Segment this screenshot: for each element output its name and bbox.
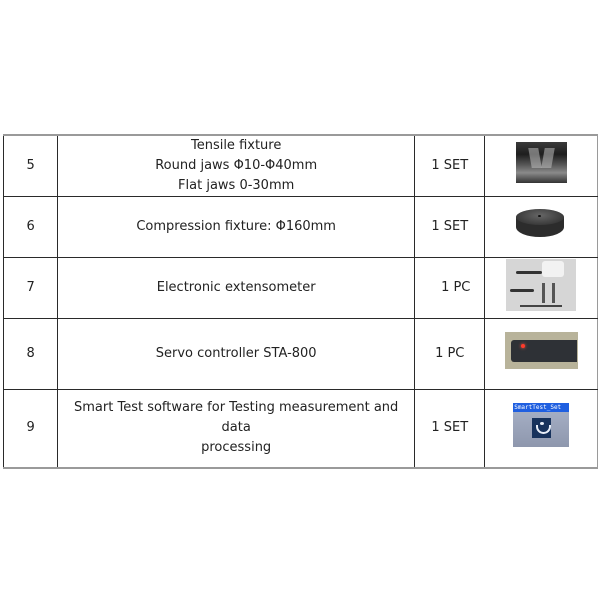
description-line: Compression fixture: Φ160mm — [136, 219, 336, 234]
item-number: 7 — [4, 258, 58, 319]
extensometer-rod — [542, 283, 545, 303]
item-number: 6 — [4, 197, 58, 258]
smarttest-app-icon — [532, 418, 551, 438]
table-row — [4, 390, 598, 468]
servo-controller-image — [505, 332, 578, 369]
puck-hole — [538, 215, 541, 217]
item-quantity: 1 SET — [415, 197, 485, 258]
extensometer-image — [506, 259, 576, 311]
puck-top — [516, 209, 564, 225]
compression-fixture-image — [516, 209, 566, 239]
item-image-cell — [485, 135, 598, 197]
equipment-table — [3, 134, 598, 469]
table-row — [4, 258, 598, 319]
description-line: Electronic extensometer — [156, 280, 316, 295]
item-image-cell — [485, 197, 598, 258]
item-description — [58, 135, 415, 197]
description-line: Servo controller STA-800 — [155, 346, 317, 361]
description-line: Smart Test software for Testing measurement and data — [74, 400, 399, 436]
item-description — [58, 197, 415, 258]
icon-arc — [536, 425, 551, 434]
extensometer-cable — [510, 289, 534, 292]
software-caption: SmartTest_Set — [513, 403, 569, 412]
table-row — [4, 135, 598, 197]
item-image-cell — [485, 390, 598, 468]
table-row — [4, 319, 598, 390]
extensometer-rod — [552, 283, 555, 303]
controller-panel — [511, 340, 577, 362]
item-quantity: 1 SET — [415, 390, 485, 468]
jaw-shape — [541, 148, 555, 168]
description-line: Tensile fixture — [190, 138, 282, 153]
extensometer-box — [542, 261, 564, 277]
item-description — [58, 258, 415, 319]
item-quantity: 1 PC — [415, 319, 485, 390]
smarttest-software-image — [513, 403, 569, 447]
table-row — [4, 197, 598, 258]
equipment-table-wrapper — [3, 134, 598, 469]
jaw-shape — [528, 148, 542, 168]
status-led-icon — [521, 344, 525, 348]
item-image-cell — [485, 319, 598, 390]
item-description — [58, 390, 415, 468]
tensile-fixture-image — [516, 142, 567, 183]
description-line: Round jaws Φ10-Φ40mm — [155, 158, 318, 173]
description-line: Flat jaws 0-30mm — [178, 178, 295, 193]
description-line: processing — [201, 440, 272, 456]
extensometer-base — [520, 305, 562, 307]
item-quantity: 1 SET — [415, 135, 485, 197]
item-number: 9 — [4, 390, 58, 468]
item-description — [58, 319, 415, 390]
item-number: 8 — [4, 319, 58, 390]
item-number: 5 — [4, 135, 58, 197]
extensometer-cable — [516, 271, 542, 274]
item-image-cell — [485, 258, 598, 319]
item-quantity: 1 PC — [415, 258, 485, 319]
